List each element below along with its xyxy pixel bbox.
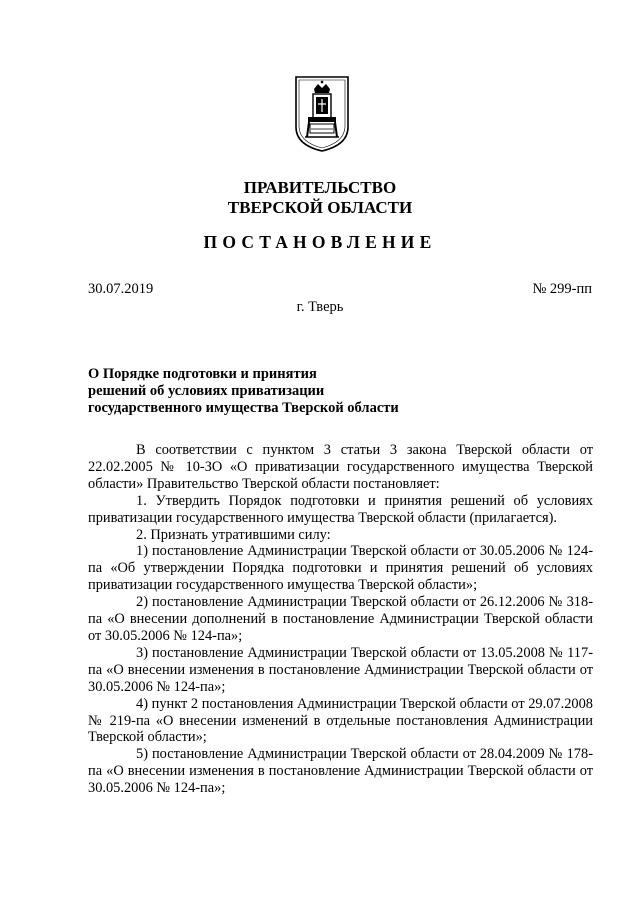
document-type: ПОСТАНОВЛЕНИЕ [203,232,437,252]
subitem-4-paragraph: 4) пункт 2 постановления Администрации Тверской области от 29.07.2008 № 219-па «О внесении изменений в отдельные постановления Администрации Тверской области»; [88,695,593,746]
item-2-paragraph: 2. Признать утратившими силу: [136,526,331,543]
document-title [88,366,399,417]
title-line-2: решений об условиях приватизации [88,383,325,399]
organization-name-line-1: ПРАВИТЕЛЬСТВО [243,178,397,197]
organization-name-line-2: ТВЕРСКОЙ ОБЛАСТИ [227,198,413,217]
document-body [88,442,593,797]
tver-coat-of-arms-icon [294,75,350,153]
document-number: № 299-пп [532,281,592,297]
title-line-1: О Порядке подготовки и принятия [88,366,317,382]
subitem-5-paragraph: 5) постановление Администрации Тверской области от 28.04.2009 № 178-па «О внесении изменения в постановление Администрации Тверской области от 30.05.2006 № 124-па»; [88,746,593,797]
title-line-3: государственного имущества Тверской области [88,400,399,416]
document-city: г. Тверь [296,299,344,315]
subitem-1-paragraph: 1) постановление Администрации Тверской области от 30.05.2006 № 124-па «Об утверждении Порядка подготовки и принятия решений об условиях приватизации государственного имущества Тверской области»; [88,543,593,594]
document-date: 30.07.2019 [88,281,154,297]
item-1-paragraph: 1. Утвердить Порядок подготовки и принятия решений об условиях приватизации государственного имущества Тверской области (прилагается). [88,492,593,526]
intro-paragraph: В соответствии с пунктом 3 статьи 3 закона Тверской области от 22.02.2005 № 10-ЗО «О приватизации государственного имущества Тверской области» Правительство Тверской области постановляет: [88,442,593,492]
subitem-2-paragraph: 2) постановление Администрации Тверской области от 26.12.2006 № 318-па «О внесении дополнений в постановление Администрации Тверской области от 30.05.2006 № 124-па»; [88,594,593,644]
subitem-3-paragraph: 3) постановление Администрации Тверской области от 13.05.2008 № 117-па «О внесении изменения в постановление Администрации Тверской области от 30.05.2006 № 124-па»; [88,644,593,695]
